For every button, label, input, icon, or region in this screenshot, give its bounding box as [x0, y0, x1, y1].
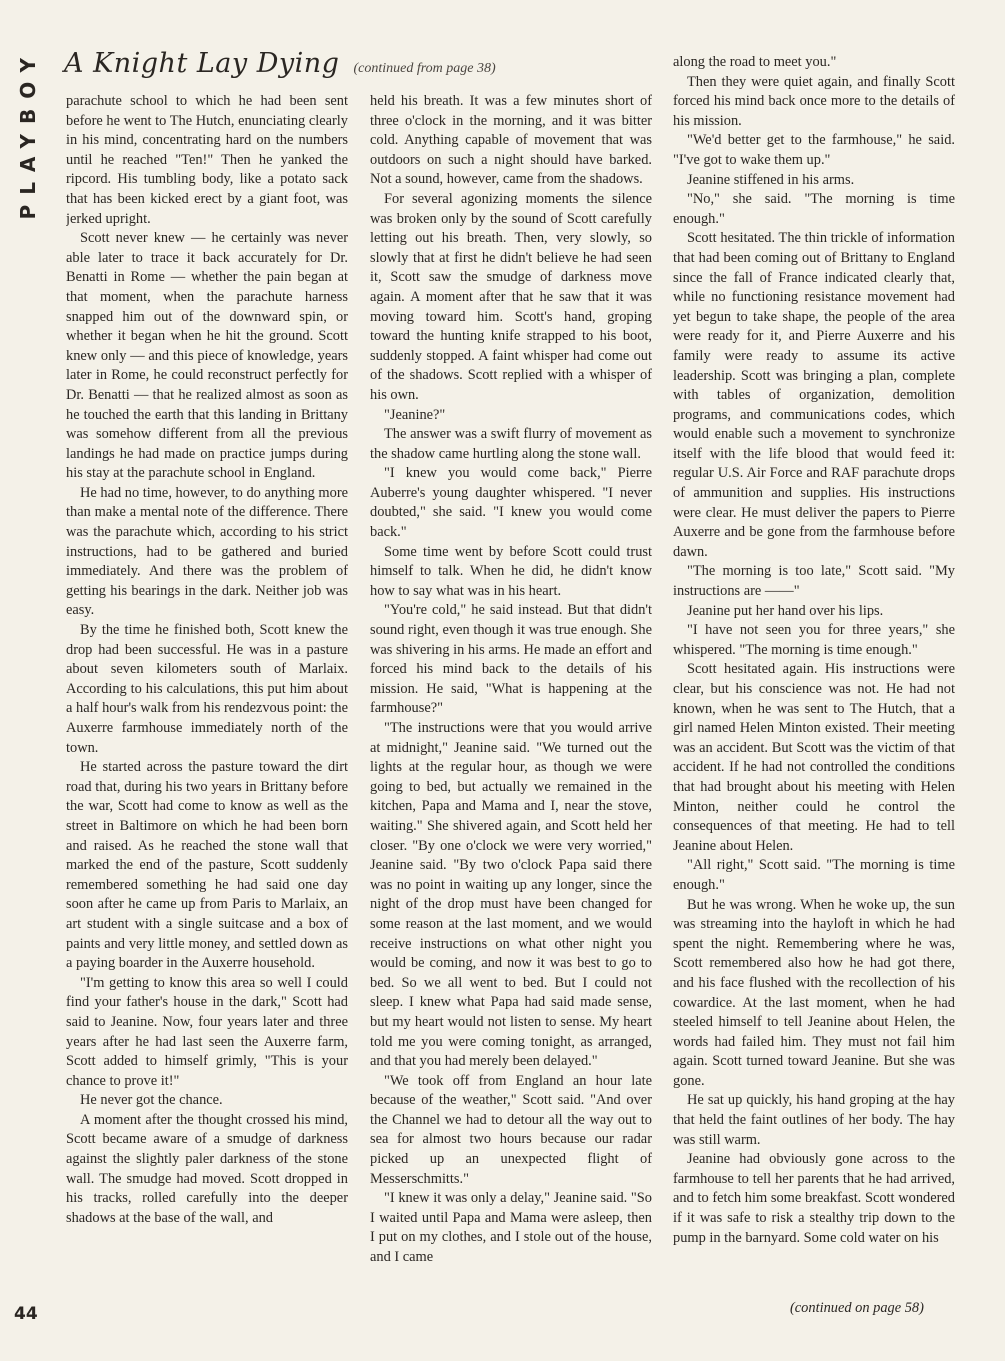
paragraph: "I'm getting to know this area so well I could find your father's house in the dark," Scott had said to Jeanine. Now, four years later and three years after he had last seen the Auxerre farm, Scott added to himself grimly, "This is your chance to prove it!": [66, 974, 348, 1089]
paragraph: "I knew you would come back," Pierre Auberre's young daughter whispered. "I never doubted," she said. "I knew you would come back.": [370, 465, 652, 541]
paragraph: Jeanine had obviously gone across to the farmhouse to tell her parents that he had arrived, and to fetch him some breakfast. Scott wondered if it was safe to risk a stealthy trip down to the pump in the barnyard. Some cold water on his: [673, 1151, 955, 1246]
paragraph: "The instructions were that you would arrive at midnight," Jeanine said. "We turned out the lights at the regular hour, as though we were going to bed, but actually we remained in the kitchen, Papa and Mama and I, near the stove, waiting." She shivered again, and Scott held her closer. "By one o'clock we were very worried," Jeanine said. "By two o'clock Papa said there was no point in waiting up any longer, since the night of the drop must have been changed for some reason at the last moment, and we would receive instructions on what other night you would be coming, and now it was best to go to bed. So we all went to bed. But I could not sleep. I knew what Papa had said made sense, but my heart would not listen to sense. My heart told me you were coming tonight, as arranged, and that you had merely been delayed.": [370, 720, 652, 1070]
story-header: [64, 48, 496, 88]
page-number: 44: [14, 1304, 38, 1324]
paragraph: Some time went by before Scott could trust himself to talk. When he did, he didn't know how to say what was in his heart.: [370, 543, 652, 599]
paragraph: "You're cold," he said instead. But that didn't sound right, even though it was true enough. She was shivering in his arms. He made an effort and forced his mind back to the details of his mission. He said, "What is happening at the farmhouse?": [370, 602, 652, 717]
text-column-2: [370, 92, 652, 1324]
paragraph: Scott never knew — he certainly was never able later to trace it back accurately for Dr. Benatti in Rome — whether the pain began at that moment, when the parachute harness snapped him out of the downward spin, or whether it began when he hit the ground. Scott knew only — and this piece of knowledge, years later in Rome, he could reconstruct perfectly for Dr. Benatti — that he realized almost as soon as he touched the earth that this landing in Brittany was somehow different from all the previous landings he had made on practice jumps during his stay at the parachute school in England.: [66, 230, 348, 482]
paragraph: "All right," Scott said. "The morning is time enough.": [673, 857, 955, 893]
paragraph: He started across the pasture toward the dirt road that, during his two years in Brittany before the war, Scott had come to know as well as the street in Baltimore on which he had been born and raised. As he reached the stone wall that marked the end of the pasture, Scott suddenly remembered something he had said one day soon after he came up from Paris to Marlaix, an art student with a single suitcase and a box of paints and very little money, and settled down as a paying boarder in the Auxerre household.: [66, 759, 348, 972]
paragraph: "We'd better get to the farmhouse," he said. "I've got to wake them up.": [673, 132, 955, 168]
paragraph: "I knew it was only a delay," Jeanine said. "So I waited until Papa and Mama were asleep, then I put on my clothes, and I stole out of the house, and I came: [370, 1190, 652, 1266]
paragraph: By the time he finished both, Scott knew the drop had been successful. He was in a pasture about seven kilometers south of Marlaix. According to his calculations, this put him about a half hour's walk from his rendezvous point: the Auxerre farmhouse immediately north of the town.: [66, 622, 348, 756]
paragraph: parachute school to which he had been sent before he went to The Hutch, enunciating clearly in his mind, concentrating hard on the numbers until he reached "Ten!" Then he yanked the ripcord. His tumbling body, like a potato sack that has been kicked erect by a giant foot, was jerked upright.: [66, 93, 348, 227]
paragraph: For several agonizing moments the silence was broken only by the sound of Scott carefully letting out his breath. Then, very slowly, so slowly that at first he didn't believe he had seen it, Scott saw the smudge of darkness move again. A moment after that he saw that it was moving toward him. Scott's hand, groping toward the hunting knife strapped to his boot, suddenly stopped. A faint whisper had come out of the shadows. Scott replied with a whisper of his own.: [370, 190, 652, 403]
paragraph: along the road to meet you.": [673, 54, 837, 70]
magazine-spine-label: [14, 48, 42, 338]
paragraph: "The morning is too late," Scott said. "My instructions are ——": [673, 563, 955, 600]
paragraph: "No," she said. "The morning is time enough.": [673, 191, 955, 227]
paragraph: Jeanine stiffened in his arms.: [687, 171, 855, 188]
paragraph: He sat up quickly, his hand groping at the hay that held the faint outlines of her body. The hay was still warm.: [673, 1092, 955, 1148]
magazine-name: PLAYBOY: [16, 48, 40, 220]
paragraph: "We took off from England an hour late because of the weather," Scott said. "And over the Channel we had to detour all the way out to sea for almost two hours because our radar picked up an unexpected flight of Messerschmitts.": [370, 1072, 652, 1187]
paragraph: The answer was a swift flurry of movement as the shadow came hurtling along the stone wall.: [370, 426, 652, 462]
paragraph: "Jeanine?": [384, 406, 446, 423]
paragraph: He had no time, however, to do anything more than make a mental note of the difference. There was the parachute which, according to his strict instructions, had to be gathered and buried immediately. And there was the problem of getting his bearings in the dark. Neither job was easy.: [66, 484, 348, 619]
paragraph: A moment after the thought crossed his mind, Scott became aware of a smudge of darkness against the slightly paler darkness of the stone wall. The smudge had moved. Scott dropped in his tracks, rolled carefully into the deeper shadows at the base of the wall, and: [66, 1111, 348, 1226]
story-title: A Knight Lay Dying: [64, 48, 340, 79]
paragraph: He never got the chance.: [80, 1092, 223, 1109]
text-column-3: [673, 53, 955, 1323]
paragraph: Then they were quiet again, and finally Scott forced his mind back once more to the details of his mission.: [673, 73, 955, 129]
text-column-1: [66, 92, 348, 1324]
paragraph: Scott hesitated again. His instructions were clear, but his conscience was not. He had not known, when he was sent to The Hutch, that a girl named Helen Minton existed. Their meeting was an accident. But Scott was the victim of that accident. If he had not controlled the conditions that had brought about his meeting with Helen Minton, neither could he control the consequences of that meeting. He had to tell Jeanine about Helen.: [673, 661, 955, 854]
paragraph: But he was wrong. When he woke up, the sun was streaming into the hayloft in which he had spent the night. Remembering where he was, Scott remembered also how he had got there, and his face flushed with the recollection of his cowardice. At the last moment, when he had steeled himself to tell Jeanine about Helen, the words had failed him. They must not fail him again. Scott turned toward Jeanine. But she was gone.: [673, 896, 955, 1089]
paragraph: "I have not seen you for three years," she whispered. "The morning is time enough.": [673, 622, 955, 658]
continued-from-note: (continued from page 38): [353, 61, 496, 76]
continued-on-note: (continued on page 58): [790, 1300, 924, 1316]
paragraph: held his breath. It was a few minutes short of three o'clock in the morning, and it was bitter cold. Anything capable of movement that was outdoors on such a night should have barked. Not a sound, however, came from the shadows.: [370, 93, 652, 188]
paragraph: Scott hesitated. The thin trickle of information that had been coming out of Brittany to England since the fall of France indicated clearly that, while no functioning resistance movement had yet begun to take shape, the people of the area were ready for it, and Pierre Auxerre and his family were ready to assume its active leadership. Scott was bringing a plan, complete with tables of organization, demolition programs, and communications codes, which would enable such a movement to synchronize itself with the life blood that would feed it: regular U.S. Air Force and RAF parachute drops of ammunition and supplies. His instructions were clear. He must deliver the papers to Pierre Auxerre and be gone from the farmhouse before dawn.: [673, 230, 955, 560]
paragraph: Jeanine put her hand over his lips.: [687, 602, 884, 619]
